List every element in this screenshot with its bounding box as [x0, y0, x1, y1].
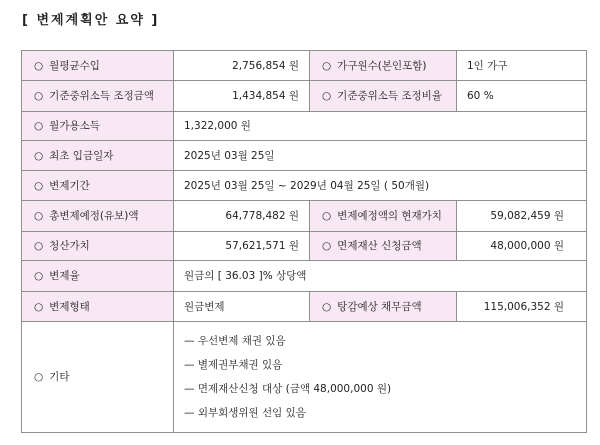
- value-total-scheduled-repayment: 64,778,482 원: [174, 201, 310, 232]
- table-row: [22, 322, 587, 433]
- circle-bullet-icon: ○: [34, 270, 44, 282]
- circle-bullet-icon: ○: [34, 240, 44, 252]
- table-row: [22, 261, 587, 292]
- label-median-income-adjusted-amount: ○ 기준중위소득 조정금액: [22, 81, 174, 112]
- label-monthly-disposable-income: ○ 월가용소득: [22, 112, 174, 141]
- label-repayment-period: ○ 변제기간: [22, 171, 174, 201]
- circle-bullet-icon: ○: [322, 59, 332, 72]
- table-row: [22, 232, 587, 261]
- repayment-summary-table: [21, 50, 587, 433]
- value-liquidation-value: 57,621,571 원: [174, 232, 310, 261]
- table-row: [22, 292, 587, 322]
- circle-bullet-icon: ○: [322, 240, 332, 252]
- circle-bullet-icon: ○: [34, 371, 44, 383]
- label-first-deposit-date: ○ 최초 입금일자: [22, 141, 174, 171]
- label-liquidation-value: ○ 청산가치: [22, 232, 174, 261]
- value-present-value: 59,082,459 원: [457, 201, 587, 232]
- value-repayment-rate: 원금의 [ 36.03 ]% 상당액: [174, 261, 587, 292]
- table-row: [22, 81, 587, 112]
- label-exempt-property-amount: ○ 면제재산 신청금액: [310, 232, 457, 261]
- circle-bullet-icon: ○: [34, 59, 44, 72]
- value-repayment-period: 2025년 03월 25일 ~ 2029년 04월 25일 ( 50개월): [174, 171, 587, 201]
- label-repayment-rate: ○ 변제율: [22, 261, 174, 292]
- label-present-value: ○ 변제예정액의 현재가치: [310, 201, 457, 232]
- table-row: [22, 201, 587, 232]
- label-repayment-type: ○ 변제형태: [22, 292, 174, 322]
- circle-bullet-icon: ○: [34, 300, 44, 313]
- table-row: [22, 141, 587, 171]
- value-repayment-type: 원금변제: [174, 292, 310, 322]
- label-other: ○ 기타: [22, 322, 174, 433]
- label-median-income-adjusted-ratio: ○ 기준중위소득 조정비율: [310, 81, 457, 112]
- table-row: [22, 51, 587, 81]
- other-note-item: — 외부회생위원 선임 있음: [184, 407, 306, 419]
- label-total-scheduled-repayment: ○ 총변제예정(유보)액: [22, 201, 174, 232]
- other-note-item: — 면제재산신청 대상 (금액 48,000,000 원): [184, 383, 392, 395]
- table-row: [22, 171, 587, 201]
- label-expected-debt-forgiveness: ○ 탕감예상 채무금액: [310, 292, 457, 322]
- other-notes: [174, 322, 587, 433]
- circle-bullet-icon: ○: [322, 300, 332, 313]
- value-expected-debt-forgiveness: 115,006,352 원: [457, 292, 587, 322]
- value-monthly-disposable-income: 1,322,000 원: [174, 112, 587, 141]
- circle-bullet-icon: ○: [34, 120, 44, 132]
- page-title: [ 변제계획안 요약 ]: [22, 13, 160, 28]
- value-median-income-adjusted-ratio: 60 %: [457, 81, 587, 112]
- value-exempt-property-amount: 48,000,000 원: [457, 232, 587, 261]
- circle-bullet-icon: ○: [322, 210, 332, 222]
- value-first-deposit-date: 2025년 03월 25일: [174, 141, 587, 171]
- table-row: [22, 112, 587, 141]
- circle-bullet-icon: ○: [34, 179, 44, 192]
- label-monthly-income: ○ 월평균수입: [22, 51, 174, 81]
- value-median-income-adjusted-amount: 1,434,854 원: [174, 81, 310, 112]
- circle-bullet-icon: ○: [34, 149, 44, 162]
- circle-bullet-icon: ○: [322, 90, 332, 102]
- value-household-size: 1인 가구: [457, 51, 587, 81]
- other-note-item: — 별제권부채권 있음: [184, 359, 283, 371]
- other-note-item: — 우선변제 채권 있음: [184, 335, 286, 347]
- circle-bullet-icon: ○: [34, 210, 44, 222]
- circle-bullet-icon: ○: [34, 90, 44, 102]
- value-monthly-income: 2,756,854 원: [174, 51, 310, 81]
- label-household-size: ○ 가구원수(본인포함): [310, 51, 457, 81]
